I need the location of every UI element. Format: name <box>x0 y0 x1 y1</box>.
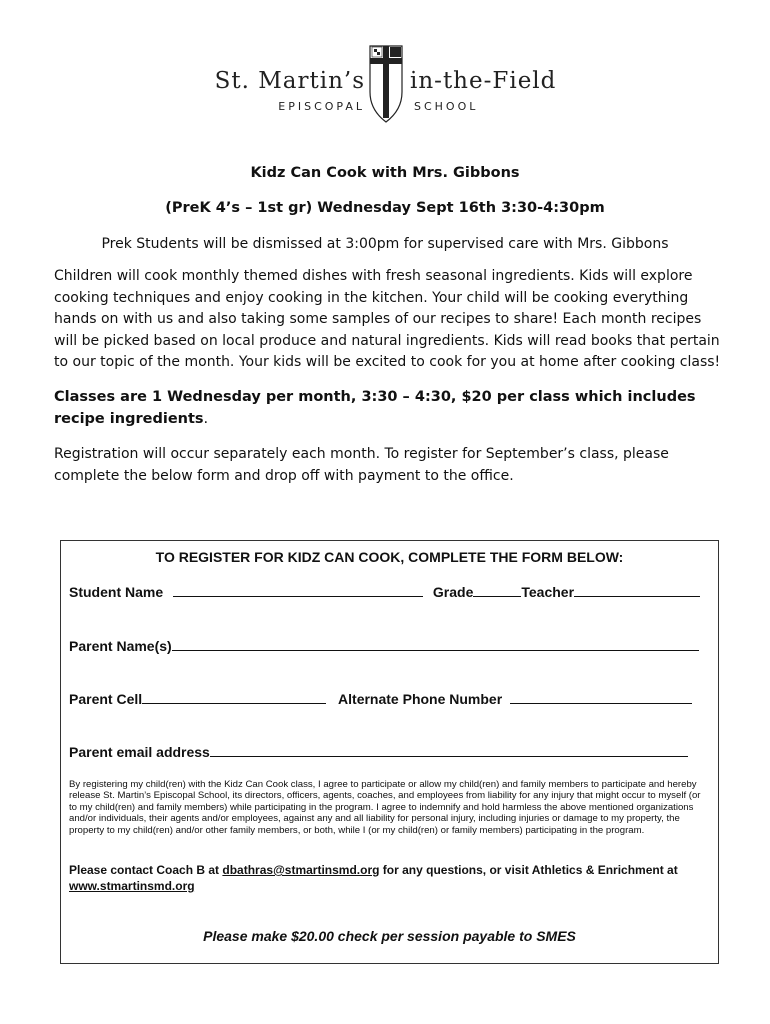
phone-row <box>69 691 692 707</box>
contact-prefix: Please contact Coach B at <box>69 863 223 877</box>
parent-email-field[interactable] <box>210 744 688 757</box>
teacher-field[interactable] <box>574 584 700 597</box>
logo-name-right: in-the-Field <box>410 68 557 94</box>
student-name-label: Student Name <box>69 584 164 600</box>
parent-email-label: Parent email address <box>69 744 210 760</box>
contact-middle: for any questions, or visit Athletics & Enrichment at <box>379 863 678 877</box>
alt-phone-label: Alternate Phone Number <box>338 691 503 707</box>
parent-names-label: Parent Name(s) <box>69 638 172 654</box>
student-name-field[interactable] <box>173 584 423 597</box>
parent-cell-field[interactable] <box>142 691 326 704</box>
website-link[interactable]: www.stmartinsmd.org <box>69 879 195 893</box>
document-title: Kidz Can Cook with Mrs. Gibbons <box>250 165 520 181</box>
grade-field[interactable] <box>473 584 521 597</box>
logo-name-left: St. Martin’s <box>214 68 365 94</box>
liability-waiver: By registering my child(ren) with the Kidz Can Cook class, I agree to participate or allow my child(ren) and family members to participate and hereby release St. Martin’s Episcopal School, its directors, officers, agents, coaches, and employees from liability for any injury that might occur to myself (or to my child(ren) and family members) while participating in the program. I agree to indemnify and hold harmless the above mentioned organizations and/or individuals, their agents and/or employees, against any and all liability for personal injury, including injuries or damage to my property, the property to my child(ren) and/or other family members, or both, while I (or my child(ren) or family members) participating in the program. <box>69 779 701 836</box>
logo-sub-right: SCHOOL <box>414 100 479 113</box>
parent-cell-label: Parent Cell <box>69 691 143 707</box>
shield-cross-icon <box>368 44 404 124</box>
dismissal-line: Prek Students will be dismissed at 3:00pm for supervised care with Mrs. Gibbons <box>101 236 669 252</box>
alt-phone-field[interactable] <box>510 691 692 704</box>
contact-info <box>69 862 711 894</box>
registration-paragraph: Registration will occur separately each month. To register for September’s class, please complete the below form and drop off with payment to the office. <box>54 446 669 484</box>
form-title: TO REGISTER FOR KIDZ CAN COOK, COMPLETE THE FORM BELOW: <box>155 549 624 565</box>
classes-paragraph <box>54 387 724 430</box>
parent-names-field[interactable] <box>172 638 699 651</box>
email-row <box>69 744 688 760</box>
description-paragraph: Children will cook monthly themed dishes with fresh seasonal ingredients. Kids will explore cooking techniques and enjoy cooking in the kitchen. Your child will be cooking everything hands on with us and also taking some samples of our recipes to share! Each month recipes will be picked based on local produce and natural ingredients. Kids will read books that pertain to our topic of the month. Your kids will be excited to cook for you at home after cooking class! <box>54 268 721 370</box>
parent-names-row <box>69 638 699 654</box>
classes-period: . <box>203 410 209 427</box>
school-logo <box>0 44 770 124</box>
logo-sub-left: EPISCOPAL <box>278 100 365 113</box>
registration-form <box>60 540 719 964</box>
payment-note: Please make $20.00 check per session payable to SMES <box>203 928 576 944</box>
teacher-label: Teacher <box>521 584 575 600</box>
schedule-line: (PreK 4’s – 1st gr) Wednesday Sept 16th 3:30-4:30pm <box>165 200 605 216</box>
classes-text: Classes are 1 Wednesday per month, 3:30 – 4:30, $20 per class which includes recipe ingredients <box>54 389 696 427</box>
contact-email-link[interactable]: dbathras@stmartinsmd.org <box>222 863 380 877</box>
student-row <box>69 584 700 600</box>
grade-label: Grade <box>432 584 474 600</box>
